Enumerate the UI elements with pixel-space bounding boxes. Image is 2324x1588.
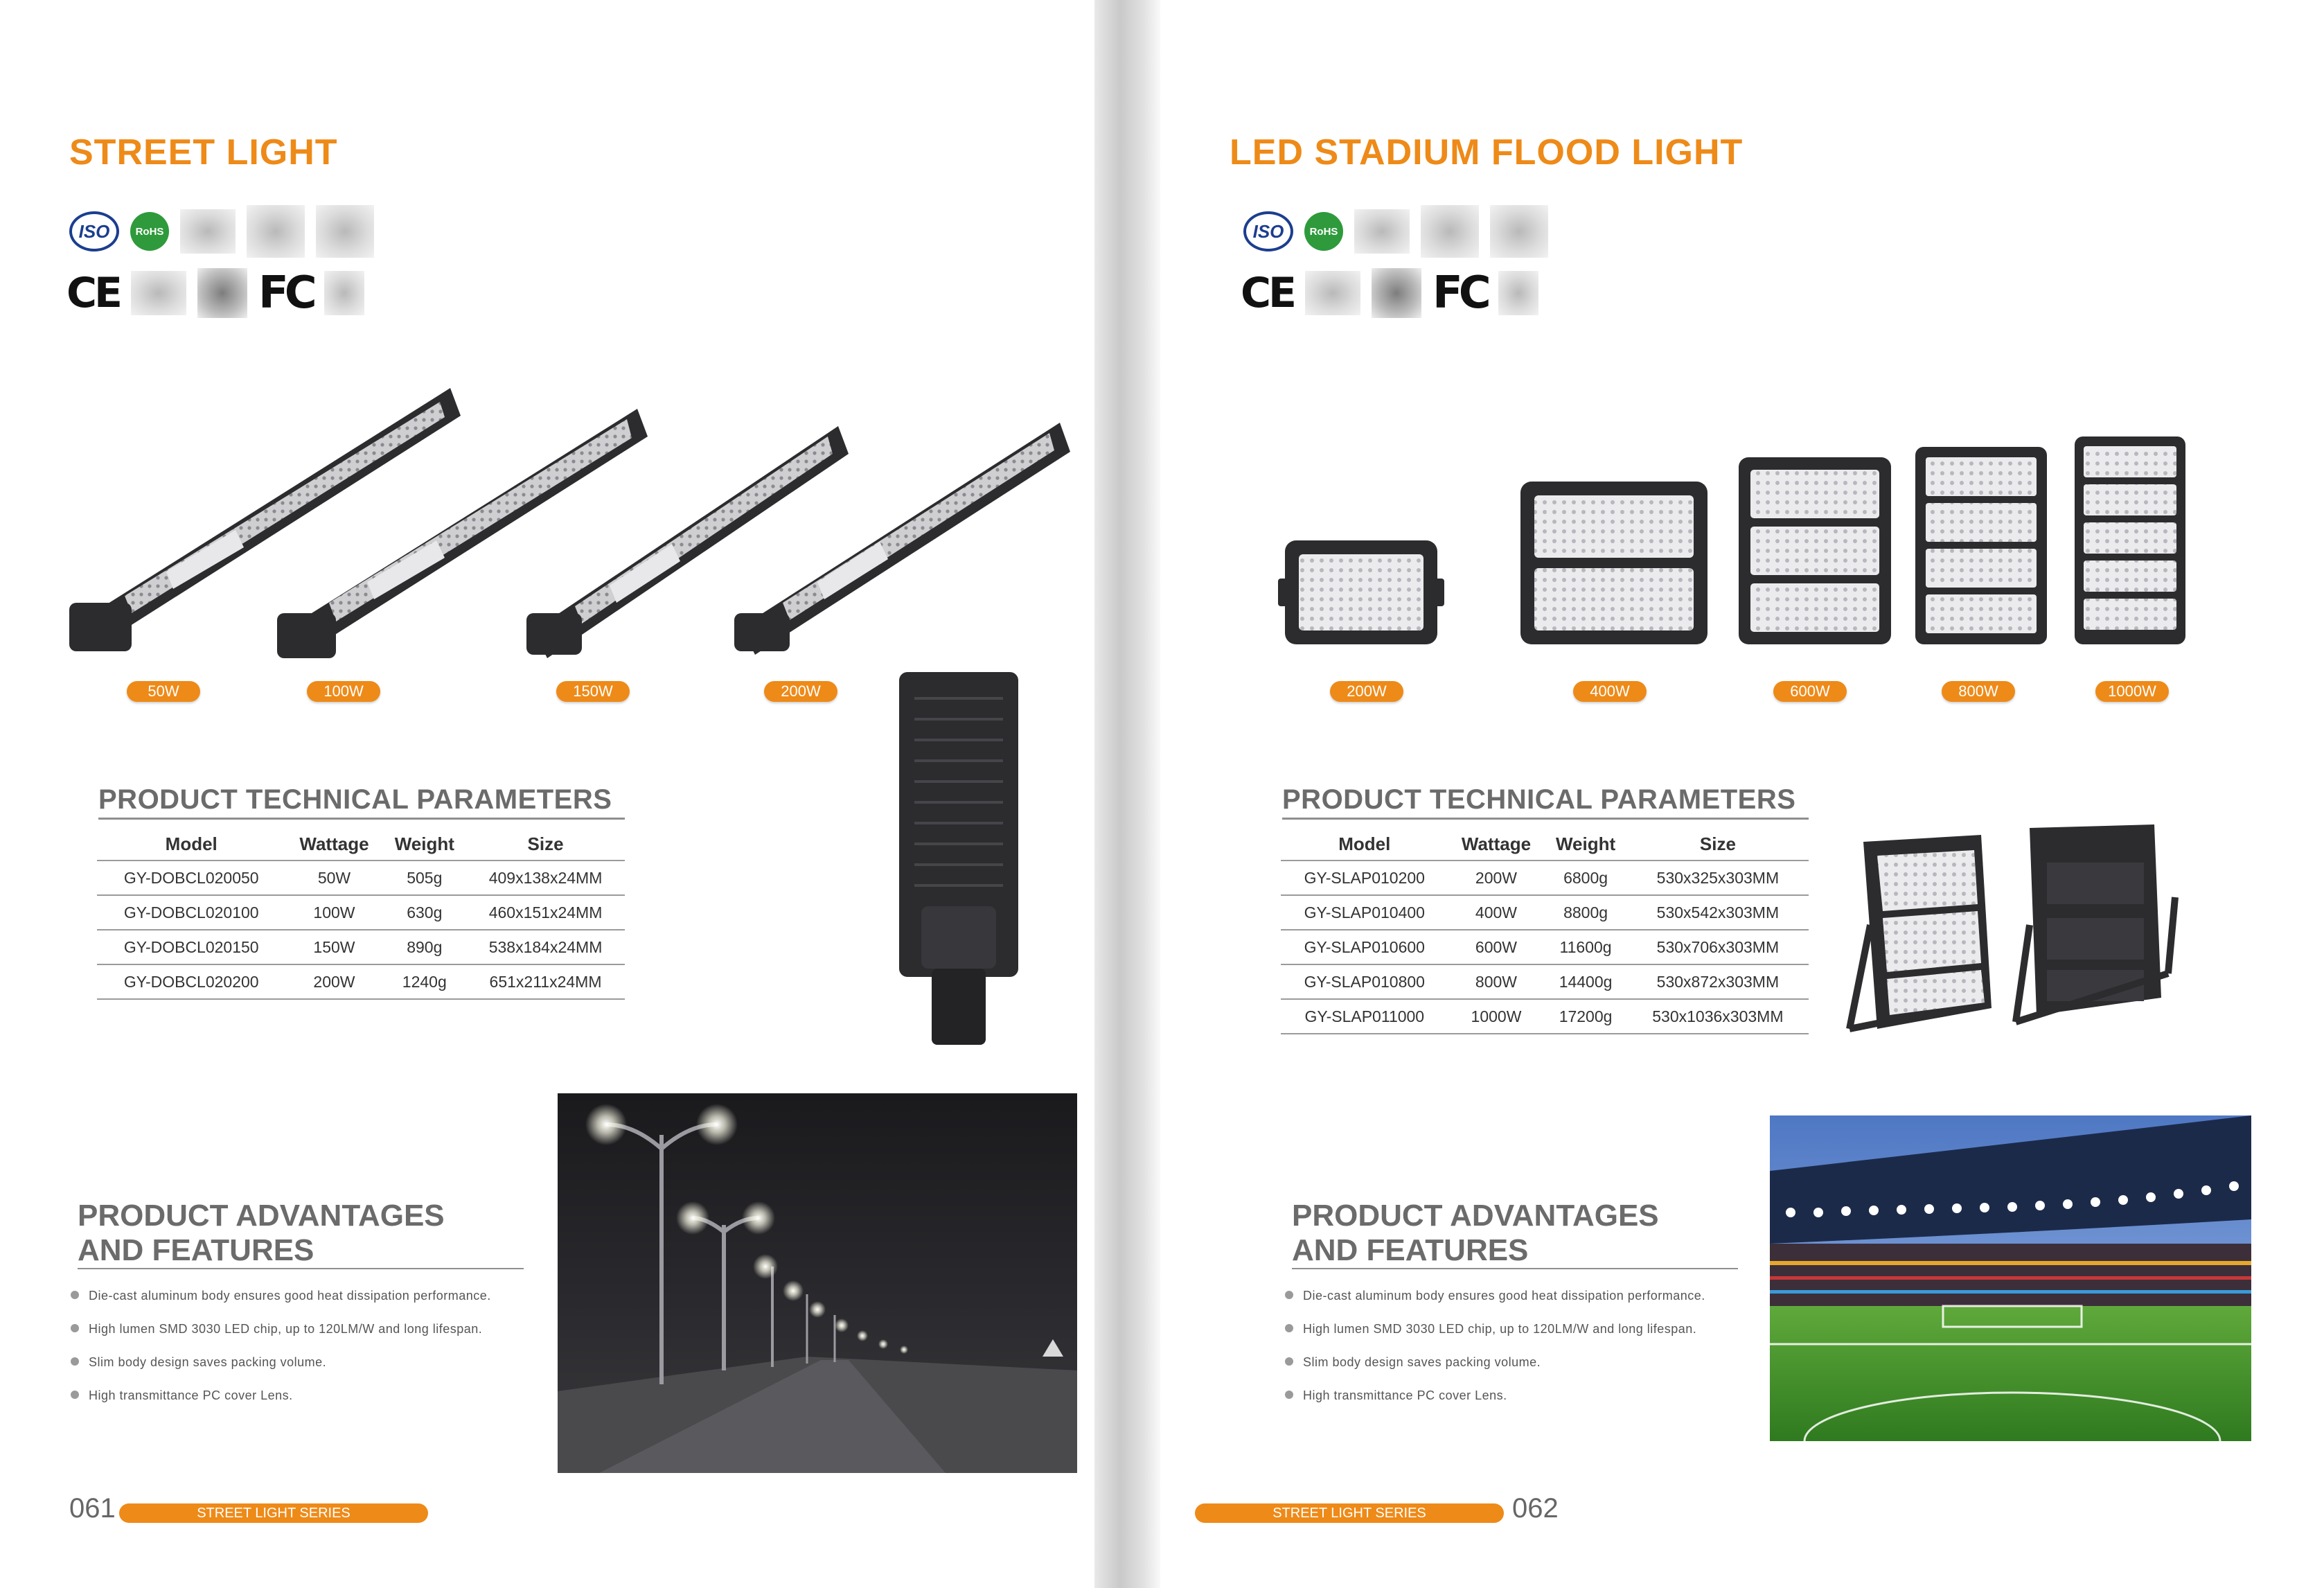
- bullet-icon: [71, 1391, 79, 1399]
- street-light-50w-image: [69, 388, 461, 651]
- list-item-text: High transmittance PC cover Lens.: [89, 1388, 293, 1402]
- table-cell: 800W: [1448, 964, 1545, 999]
- table-row: [1281, 999, 1809, 1034]
- flood-light-400w-image: [1520, 482, 1707, 644]
- advantages-heading-line: PRODUCT ADVANTAGES: [1292, 1199, 1659, 1233]
- list-item: [71, 1287, 528, 1304]
- table-cell: GY-DOBCL020050: [97, 861, 285, 895]
- bullet-icon: [1285, 1391, 1293, 1399]
- list-item: [1285, 1354, 1742, 1370]
- table-row: [97, 861, 625, 895]
- bullet-icon: [1285, 1357, 1293, 1366]
- ce-logo: CE: [1241, 269, 1295, 317]
- page-title: LED STADIUM FLOOD LIGHT: [1230, 132, 1744, 173]
- page-number: 062: [1512, 1493, 1559, 1524]
- bullet-icon: [71, 1324, 79, 1332]
- flood-light-200w-image: [1278, 540, 1444, 644]
- bullet-icon: [71, 1357, 79, 1366]
- advantages-heading: [78, 1199, 445, 1268]
- iso-logo: ISO: [69, 211, 119, 252]
- spec-table: [1281, 828, 1809, 1034]
- flood-light-1000w-image: [2075, 436, 2185, 644]
- left-page: [0, 0, 1094, 1588]
- table-cell: GY-DOBCL020150: [97, 930, 285, 964]
- blurred-certification-logo: [1354, 209, 1410, 254]
- flood-light-angled-image: [1843, 821, 2189, 1043]
- list-item: [71, 1321, 528, 1337]
- table-cell: 400W: [1448, 895, 1545, 930]
- advantages-heading-line: AND FEATURES: [1292, 1233, 1529, 1267]
- stadium-photo: [1770, 1115, 2251, 1441]
- list-item: [1285, 1321, 1742, 1337]
- right-page: [1160, 0, 2324, 1588]
- list-item: [71, 1387, 528, 1404]
- blurred-certification-logo: [1305, 271, 1360, 315]
- series-label: STREET LIGHT SERIES: [119, 1503, 428, 1523]
- bullet-icon: [1285, 1324, 1293, 1332]
- table-cell: GY-SLAP010200: [1281, 861, 1448, 895]
- certification-row-1: [1243, 205, 1548, 258]
- list-item-text: Slim body design saves packing volume.: [89, 1355, 327, 1369]
- advantages-list: [1285, 1287, 1742, 1420]
- certification-row-2: [1241, 267, 1538, 319]
- table-heading: PRODUCT TECHNICAL PARAMETERS: [98, 784, 612, 815]
- blurred-certification-logo: [197, 268, 247, 318]
- table-cell: 530x1036x303MM: [1627, 999, 1809, 1034]
- table-row: [1281, 930, 1809, 964]
- divider: [78, 1268, 524, 1269]
- divider: [1292, 1268, 1738, 1269]
- blurred-certification-logo: [1490, 205, 1548, 258]
- spec-table: [97, 828, 625, 1000]
- table-row: [1281, 895, 1809, 930]
- table-cell: 50W: [285, 861, 382, 895]
- page-number: 061: [69, 1493, 116, 1524]
- list-item: [1285, 1387, 1742, 1404]
- table-heading: PRODUCT TECHNICAL PARAMETERS: [1282, 784, 1796, 815]
- table-header-size: Size: [527, 833, 564, 854]
- certification-row-2: [66, 267, 364, 319]
- table-cell: GY-SLAP010400: [1281, 895, 1448, 930]
- table-row: [97, 895, 625, 930]
- table-cell: 200W: [1448, 861, 1545, 895]
- table-cell: 651x211x24MM: [466, 964, 625, 999]
- table-cell: 1240g: [383, 964, 467, 999]
- table-header-size: Size: [1699, 833, 1736, 854]
- table-cell: 630g: [383, 895, 467, 930]
- street-light-products-image: [62, 374, 1088, 672]
- table-cell: 530x542x303MM: [1627, 895, 1809, 930]
- wattage-badge: 50W: [127, 681, 200, 702]
- advantages-heading-line: AND FEATURES: [78, 1233, 314, 1267]
- table-cell: GY-DOBCL020200: [97, 964, 285, 999]
- table-cell: 17200g: [1544, 999, 1626, 1034]
- table-cell: 200W: [285, 964, 382, 999]
- wattage-badge: 1000W: [2095, 681, 2169, 702]
- table-cell: 460x151x24MM: [466, 895, 625, 930]
- advantages-heading-line: PRODUCT ADVANTAGES: [78, 1199, 445, 1233]
- table-cell: GY-SLAP010600: [1281, 930, 1448, 964]
- page-title: STREET LIGHT: [69, 132, 338, 173]
- table-cell: GY-SLAP010800: [1281, 964, 1448, 999]
- table-cell: 538x184x24MM: [466, 930, 625, 964]
- table-header-model: Model: [165, 833, 218, 854]
- table-header-weight: Weight: [394, 833, 454, 854]
- certification-row-1: [69, 205, 374, 258]
- table-header-wattage: Wattage: [299, 833, 369, 854]
- blurred-certification-logo: [180, 209, 236, 254]
- street-light-200w-image: [734, 423, 1070, 655]
- wattage-badge: 800W: [1942, 681, 2015, 702]
- blurred-certification-logo: [1421, 205, 1479, 258]
- iso-logo: ISO: [1243, 211, 1293, 252]
- bullet-icon: [71, 1291, 79, 1299]
- table-cell: 530x872x303MM: [1627, 964, 1809, 999]
- blurred-certification-logo: [1372, 268, 1421, 318]
- list-item-text: High lumen SMD 3030 LED chip, up to 120LM/W and long lifespan.: [89, 1322, 483, 1336]
- table-row: [1281, 861, 1809, 895]
- list-item-text: Slim body design saves packing volume.: [1303, 1355, 1541, 1369]
- list-item-text: Die-cast aluminum body ensures good heat dissipation performance.: [89, 1289, 491, 1303]
- fcc-logo: FC: [1432, 267, 1487, 319]
- table-header-model: Model: [1338, 833, 1391, 854]
- table-cell: 530x325x303MM: [1627, 861, 1809, 895]
- table-cell: GY-DOBCL020100: [97, 895, 285, 930]
- list-item-text: High transmittance PC cover Lens.: [1303, 1388, 1507, 1402]
- wattage-badge: 400W: [1573, 681, 1647, 702]
- table-cell: 890g: [383, 930, 467, 964]
- street-light-back-view-image: [894, 671, 1025, 1052]
- wattage-badge: 150W: [556, 681, 630, 702]
- wattage-badge: 200W: [1330, 681, 1403, 702]
- bullet-icon: [1285, 1291, 1293, 1299]
- series-label: STREET LIGHT SERIES: [1195, 1503, 1504, 1523]
- ce-logo: CE: [66, 269, 121, 317]
- list-item: [71, 1354, 528, 1370]
- table-cell: 11600g: [1544, 930, 1626, 964]
- rohs-logo: RoHS: [130, 212, 169, 251]
- table-cell: 505g: [383, 861, 467, 895]
- table-row: [1281, 964, 1809, 999]
- divider: [98, 818, 625, 820]
- table-cell: 530x706x303MM: [1627, 930, 1809, 964]
- flood-light-600w-image: [1739, 457, 1891, 644]
- table-cell: GY-SLAP011000: [1281, 999, 1448, 1034]
- table-cell: 6800g: [1544, 861, 1626, 895]
- blurred-certification-logo: [1498, 271, 1538, 315]
- night-street-photo: [558, 1093, 1077, 1473]
- blurred-certification-logo: [316, 205, 374, 258]
- table-row: [97, 964, 625, 999]
- flood-light-800w-image: [1915, 447, 2047, 644]
- wattage-badge: 600W: [1773, 681, 1847, 702]
- table-cell: 1000W: [1448, 999, 1545, 1034]
- table-row: [97, 930, 625, 964]
- list-item: [1285, 1287, 1742, 1304]
- table-cell: 14400g: [1544, 964, 1626, 999]
- wattage-badge: 100W: [307, 681, 380, 702]
- blurred-certification-logo: [324, 271, 364, 315]
- table-cell: 409x138x24MM: [466, 861, 625, 895]
- fcc-logo: FC: [258, 267, 313, 319]
- table-cell: 100W: [285, 895, 382, 930]
- table-cell: 8800g: [1544, 895, 1626, 930]
- blurred-certification-logo: [131, 271, 186, 315]
- table-cell: 600W: [1448, 930, 1545, 964]
- divider: [1282, 818, 1809, 820]
- rohs-logo: RoHS: [1304, 212, 1343, 251]
- blurred-certification-logo: [247, 205, 305, 258]
- table-header-wattage: Wattage: [1461, 833, 1532, 854]
- list-item-text: High lumen SMD 3030 LED chip, up to 120LM/W and long lifespan.: [1303, 1322, 1697, 1336]
- wattage-badge: 200W: [764, 681, 837, 702]
- table-header-weight: Weight: [1555, 833, 1616, 854]
- flood-light-products-image: [1278, 430, 2234, 651]
- advantages-list: [71, 1287, 528, 1420]
- advantages-heading: [1292, 1199, 1659, 1268]
- table-cell: 150W: [285, 930, 382, 964]
- list-item-text: Die-cast aluminum body ensures good heat dissipation performance.: [1303, 1289, 1705, 1303]
